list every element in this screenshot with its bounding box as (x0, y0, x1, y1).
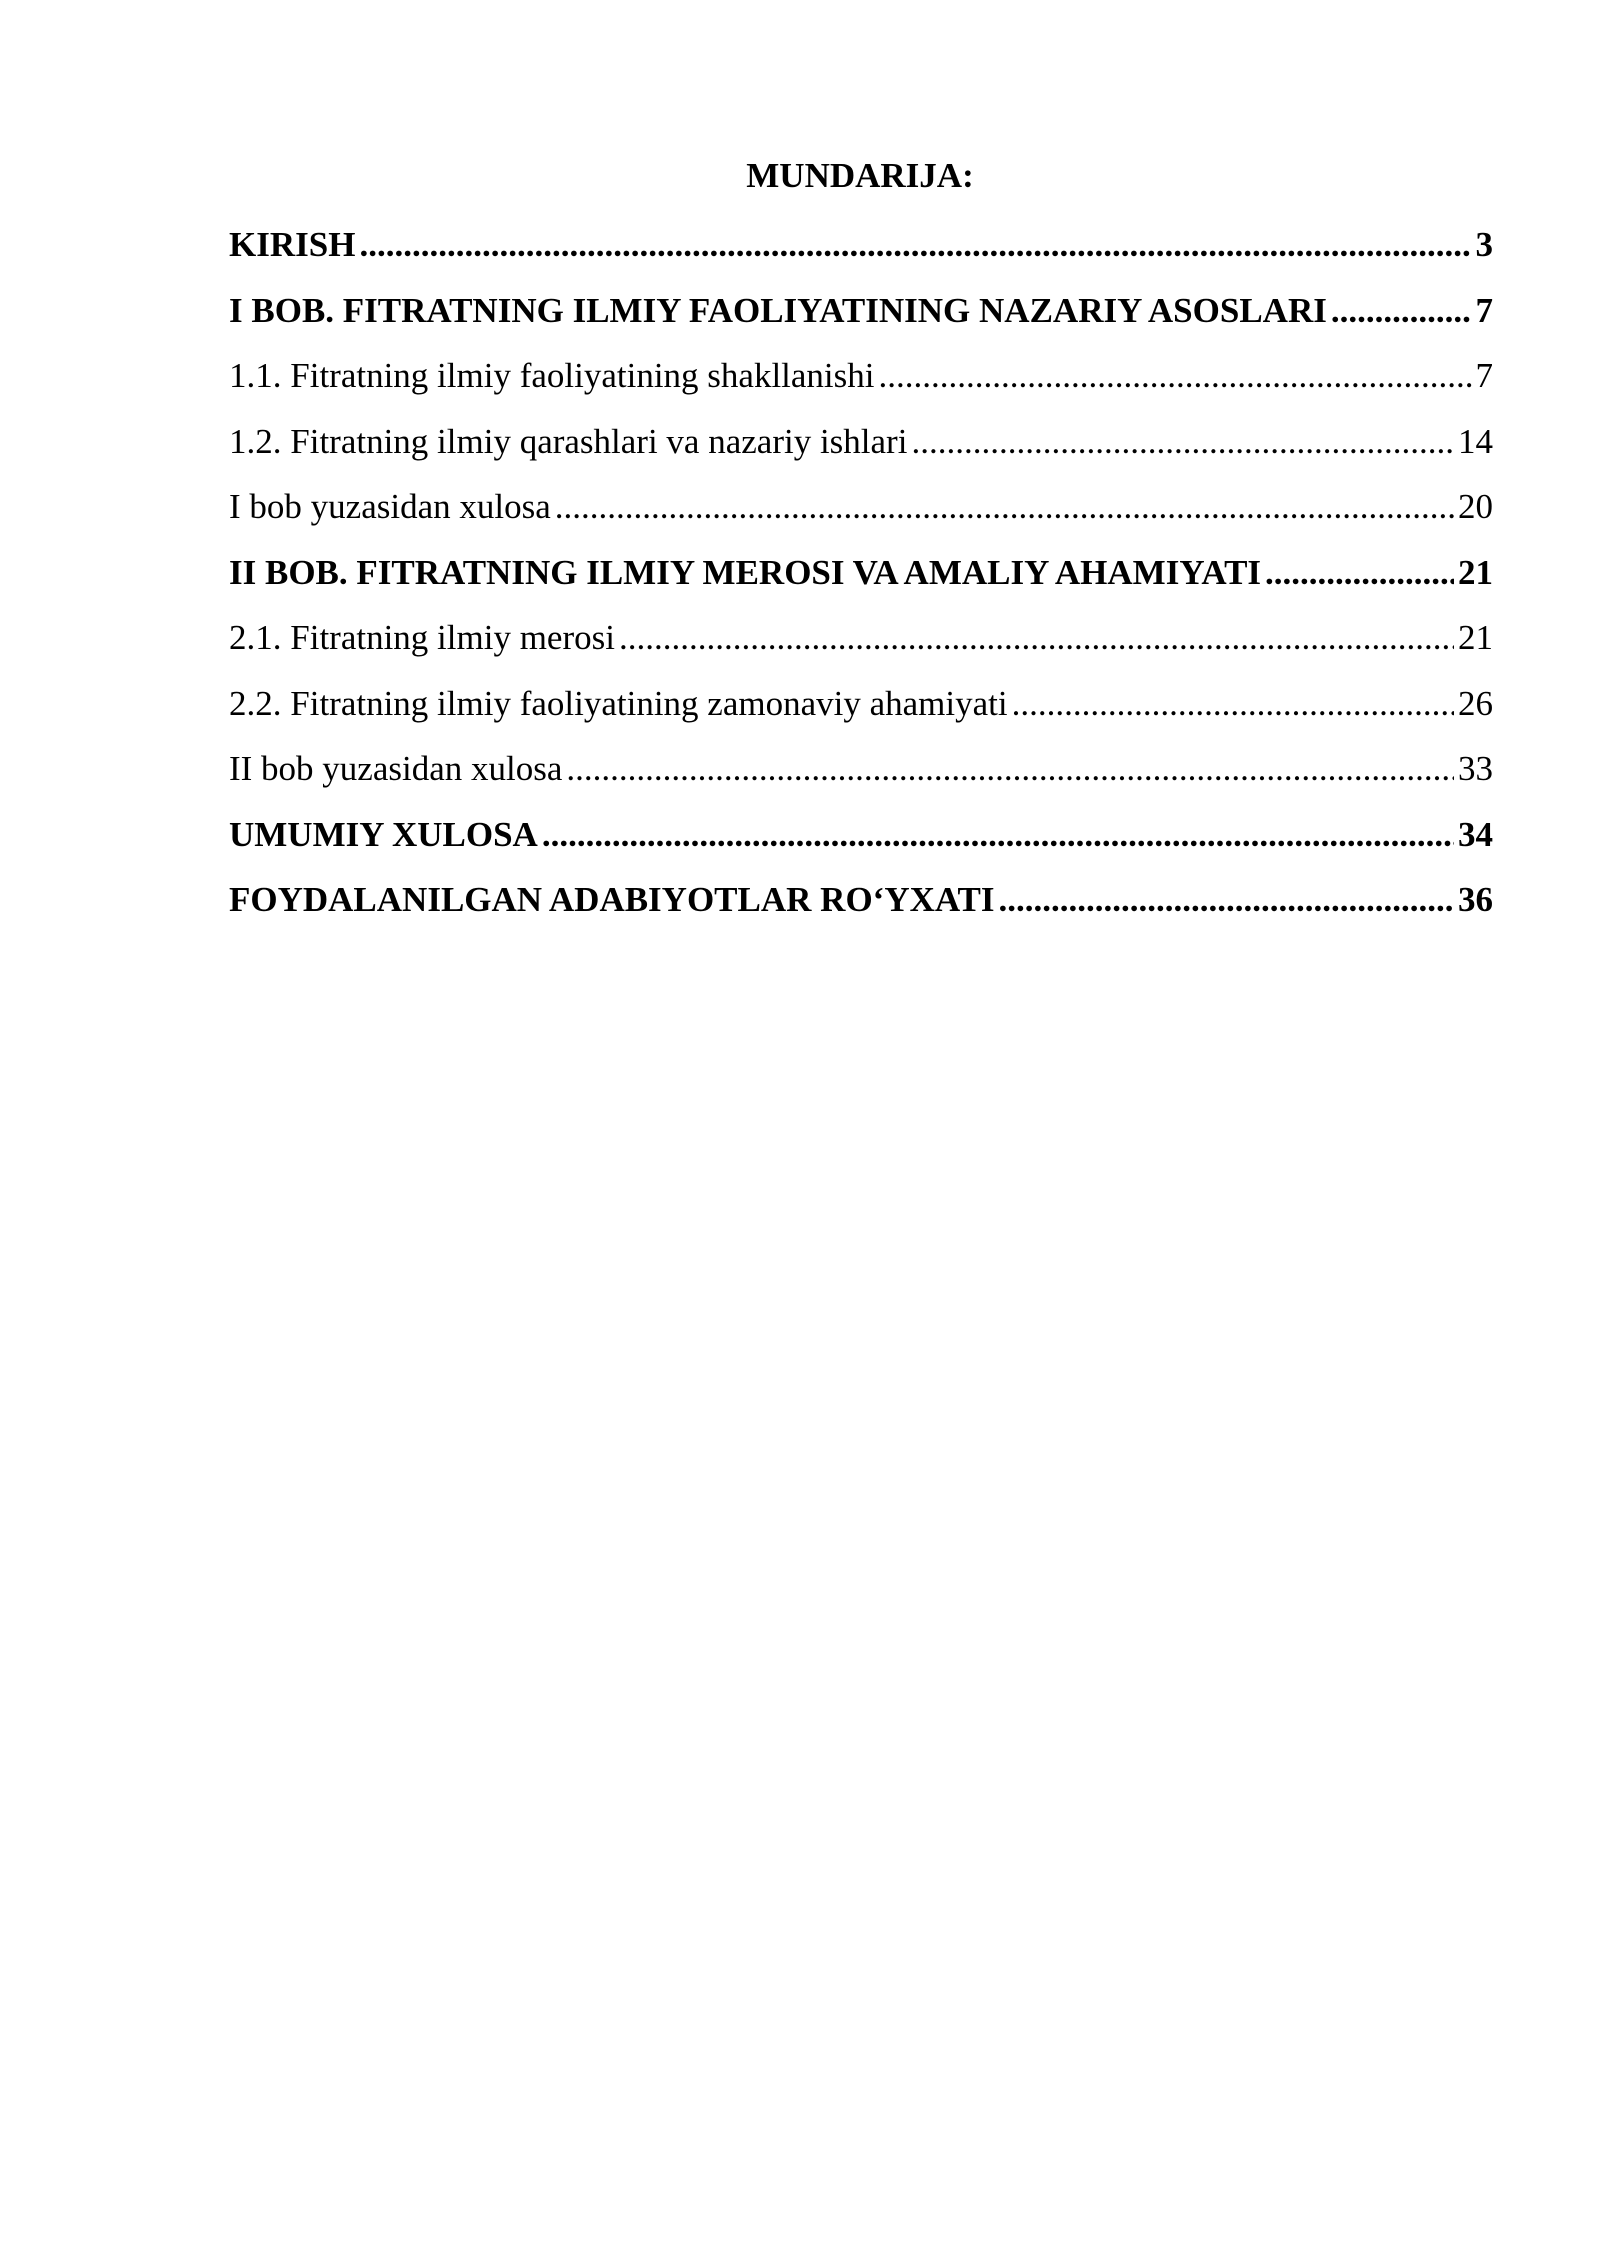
toc-dot-leader (619, 605, 1454, 671)
toc-page-number: 7 (1475, 290, 1493, 330)
toc-page-number: 26 (1458, 683, 1493, 723)
toc-entry-chapter-2-conclusion[interactable] (229, 736, 1493, 802)
toc-entry-section-1-1[interactable] (229, 343, 1493, 409)
toc-entry-general-conclusion[interactable] (229, 802, 1493, 868)
toc-entry-title: 1.1. Fitratning ilmiy faoliyatining shakllanishi (229, 356, 875, 395)
toc-entry-kirish[interactable] (229, 212, 1493, 278)
toc-dot-leader (879, 343, 1472, 409)
toc-page-number: 20 (1458, 487, 1493, 526)
toc-entry-title: I BOB. FITRATNING ILMIY FAOLIYATINING NAZARIY ASOSLARI (229, 290, 1327, 330)
toc-entry-chapter-1[interactable] (229, 278, 1493, 344)
toc-page-number: 7 (1475, 356, 1493, 395)
toc-dot-leader (566, 736, 1454, 802)
toc-entry-chapter-1-conclusion[interactable] (229, 474, 1493, 540)
toc-heading: MUNDARIJA: (746, 156, 974, 195)
toc-entry-title: UMUMIY XULOSA (229, 814, 538, 854)
toc-dot-leader (999, 867, 1454, 933)
toc-page-number: 14 (1458, 421, 1493, 461)
toc-dot-leader (911, 409, 1454, 475)
toc-entry-section-2-2[interactable] (229, 671, 1493, 737)
toc-entry-title: II BOB. FITRATNING ILMIY MEROSI VA AMALIY AHAMIYATI (229, 552, 1262, 592)
toc-dot-leader (1012, 671, 1454, 737)
toc-page-number: 34 (1458, 814, 1493, 854)
toc-page-number: 33 (1458, 749, 1493, 788)
toc-entry-title: FOYDALANILGAN ADABIYOTLAR RO‘YXATI (229, 880, 995, 919)
toc-entry-title: 2.1. Fitratning ilmiy merosi (229, 618, 615, 657)
table-of-contents (229, 212, 1493, 933)
toc-dot-leader (555, 474, 1454, 540)
toc-entry-chapter-2[interactable] (229, 540, 1493, 606)
toc-dot-leader (359, 212, 1471, 278)
toc-dot-leader (1265, 540, 1454, 606)
toc-page-number: 21 (1458, 552, 1493, 592)
toc-page-number: 3 (1475, 225, 1493, 264)
toc-entry-section-2-1[interactable] (229, 605, 1493, 671)
toc-entry-title: II bob yuzasidan xulosa (229, 749, 563, 788)
toc-entry-title: 1.2. Fitratning ilmiy qarashlari va nazariy ishlari (229, 421, 908, 461)
toc-entry-title: KIRISH (229, 225, 356, 264)
toc-page-number: 36 (1458, 880, 1493, 919)
toc-entry-title: I bob yuzasidan xulosa (229, 487, 551, 526)
toc-entry-section-1-2[interactable] (229, 409, 1493, 475)
toc-entry-bibliography[interactable] (229, 867, 1493, 933)
toc-dot-leader (1331, 278, 1472, 344)
toc-page-number: 21 (1458, 618, 1493, 657)
toc-entry-title: 2.2. Fitratning ilmiy faoliyatining zamonaviy ahamiyati (229, 683, 1008, 723)
toc-dot-leader (542, 802, 1454, 868)
